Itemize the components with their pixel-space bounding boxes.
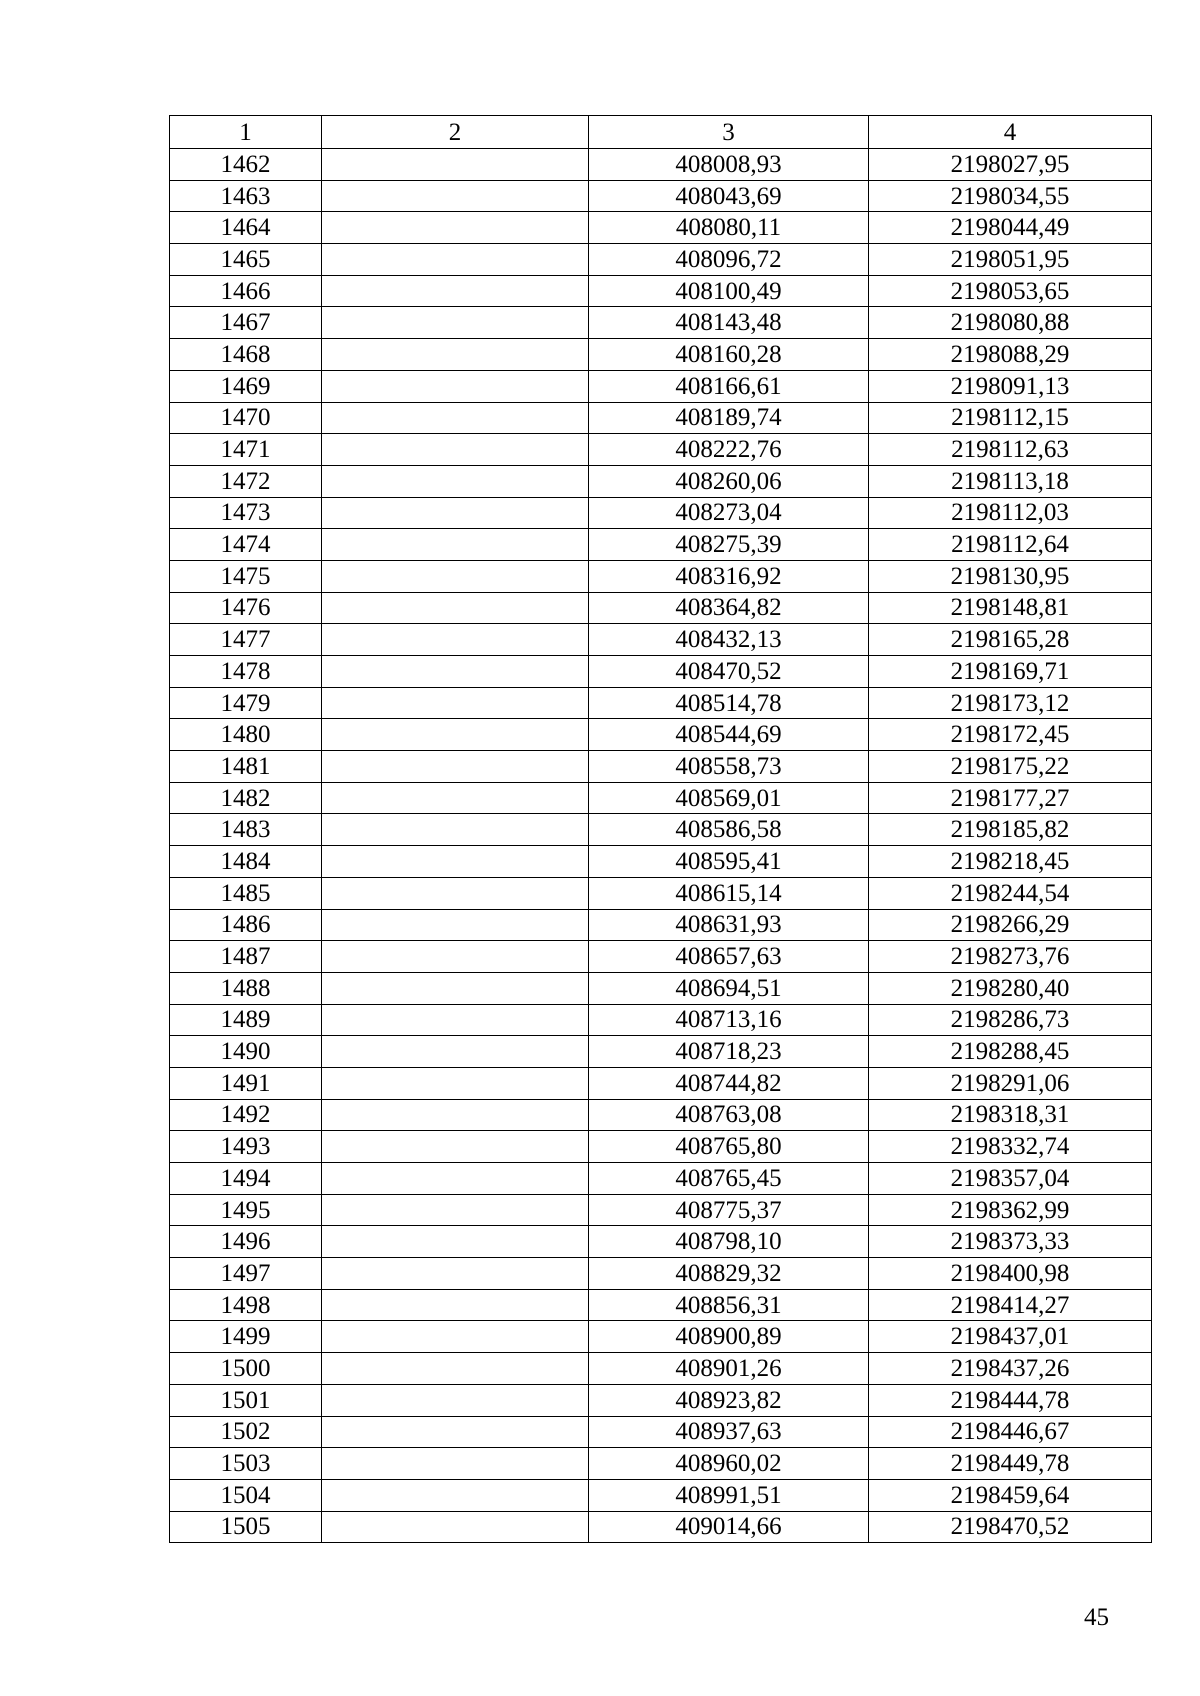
y-coordinate-cell: 2198446,67	[869, 1416, 1152, 1448]
x-coordinate-cell: 408856,31	[589, 1289, 869, 1321]
point-number-cell: 1476	[170, 592, 322, 624]
description-cell	[322, 909, 589, 941]
table-row	[170, 656, 1152, 688]
description-cell	[322, 1258, 589, 1290]
point-number-cell: 1492	[170, 1099, 322, 1131]
table-row	[170, 497, 1152, 529]
x-coordinate-cell: 408798,10	[589, 1226, 869, 1258]
column-header-1: 1	[170, 116, 322, 149]
description-cell	[322, 1036, 589, 1068]
y-coordinate-cell: 2198027,95	[869, 149, 1152, 181]
y-coordinate-cell: 2198112,15	[869, 402, 1152, 434]
point-number-cell: 1488	[170, 972, 322, 1004]
description-cell	[322, 497, 589, 529]
x-coordinate-cell: 409014,66	[589, 1511, 869, 1543]
description-cell	[322, 370, 589, 402]
table-row	[170, 751, 1152, 783]
table-row	[170, 877, 1152, 909]
x-coordinate-cell: 408160,28	[589, 339, 869, 371]
y-coordinate-cell: 2198444,78	[869, 1384, 1152, 1416]
table-row	[170, 529, 1152, 561]
table-row	[170, 434, 1152, 466]
table-row	[170, 1226, 1152, 1258]
point-number-cell: 1465	[170, 244, 322, 276]
description-cell	[322, 624, 589, 656]
description-cell	[322, 1416, 589, 1448]
y-coordinate-cell: 2198273,76	[869, 941, 1152, 973]
table-row	[170, 339, 1152, 371]
point-number-cell: 1501	[170, 1384, 322, 1416]
point-number-cell: 1502	[170, 1416, 322, 1448]
x-coordinate-cell: 408586,58	[589, 814, 869, 846]
point-number-cell: 1497	[170, 1258, 322, 1290]
table-row	[170, 1131, 1152, 1163]
x-coordinate-cell: 408558,73	[589, 751, 869, 783]
table-row	[170, 1416, 1152, 1448]
description-cell	[322, 212, 589, 244]
table-row	[170, 941, 1152, 973]
description-cell	[322, 275, 589, 307]
description-cell	[322, 465, 589, 497]
y-coordinate-cell: 2198373,33	[869, 1226, 1152, 1258]
point-number-cell: 1484	[170, 846, 322, 878]
x-coordinate-cell: 408900,89	[589, 1321, 869, 1353]
y-coordinate-cell: 2198449,78	[869, 1448, 1152, 1480]
table-row	[170, 307, 1152, 339]
point-number-cell: 1495	[170, 1194, 322, 1226]
y-coordinate-cell: 2198165,28	[869, 624, 1152, 656]
x-coordinate-cell: 408631,93	[589, 909, 869, 941]
table-row	[170, 1099, 1152, 1131]
y-coordinate-cell: 2198175,22	[869, 751, 1152, 783]
x-coordinate-cell: 408765,45	[589, 1163, 869, 1195]
point-number-cell: 1466	[170, 275, 322, 307]
description-cell	[322, 687, 589, 719]
x-coordinate-cell: 408043,69	[589, 180, 869, 212]
page-number: 45	[1084, 1604, 1109, 1631]
x-coordinate-cell: 408470,52	[589, 656, 869, 688]
table-row	[170, 1384, 1152, 1416]
y-coordinate-cell: 2198291,06	[869, 1067, 1152, 1099]
x-coordinate-cell: 408923,82	[589, 1384, 869, 1416]
point-number-cell: 1478	[170, 656, 322, 688]
y-coordinate-cell: 2198280,40	[869, 972, 1152, 1004]
table-row	[170, 1194, 1152, 1226]
table-row	[170, 1511, 1152, 1543]
point-number-cell: 1470	[170, 402, 322, 434]
y-coordinate-cell: 2198148,81	[869, 592, 1152, 624]
table-row	[170, 465, 1152, 497]
x-coordinate-cell: 408763,08	[589, 1099, 869, 1131]
description-cell	[322, 1226, 589, 1258]
point-number-cell: 1463	[170, 180, 322, 212]
x-coordinate-cell: 408991,51	[589, 1479, 869, 1511]
point-number-cell: 1499	[170, 1321, 322, 1353]
y-coordinate-cell: 2198437,26	[869, 1353, 1152, 1385]
y-coordinate-cell: 2198172,45	[869, 719, 1152, 751]
description-cell	[322, 1321, 589, 1353]
description-cell	[322, 941, 589, 973]
table-row	[170, 180, 1152, 212]
column-header-3: 3	[589, 116, 869, 149]
table-row	[170, 560, 1152, 592]
x-coordinate-cell: 408275,39	[589, 529, 869, 561]
y-coordinate-cell: 2198177,27	[869, 782, 1152, 814]
x-coordinate-cell: 408096,72	[589, 244, 869, 276]
point-number-cell: 1464	[170, 212, 322, 244]
table-row	[170, 1479, 1152, 1511]
table-row	[170, 370, 1152, 402]
point-number-cell: 1493	[170, 1131, 322, 1163]
x-coordinate-cell: 408432,13	[589, 624, 869, 656]
x-coordinate-cell: 408960,02	[589, 1448, 869, 1480]
point-number-cell: 1475	[170, 560, 322, 592]
table-row	[170, 1353, 1152, 1385]
description-cell	[322, 814, 589, 846]
point-number-cell: 1504	[170, 1479, 322, 1511]
y-coordinate-cell: 2198470,52	[869, 1511, 1152, 1543]
point-number-cell: 1472	[170, 465, 322, 497]
table-row	[170, 1163, 1152, 1195]
y-coordinate-cell: 2198034,55	[869, 180, 1152, 212]
description-cell	[322, 751, 589, 783]
table-row	[170, 1289, 1152, 1321]
table-row	[170, 1036, 1152, 1068]
point-number-cell: 1468	[170, 339, 322, 371]
y-coordinate-cell: 2198091,13	[869, 370, 1152, 402]
y-coordinate-cell: 2198044,49	[869, 212, 1152, 244]
point-number-cell: 1491	[170, 1067, 322, 1099]
y-coordinate-cell: 2198185,82	[869, 814, 1152, 846]
table-row	[170, 909, 1152, 941]
table-row	[170, 592, 1152, 624]
x-coordinate-cell: 408544,69	[589, 719, 869, 751]
x-coordinate-cell: 408260,06	[589, 465, 869, 497]
x-coordinate-cell: 408615,14	[589, 877, 869, 909]
y-coordinate-cell: 2198437,01	[869, 1321, 1152, 1353]
x-coordinate-cell: 408694,51	[589, 972, 869, 1004]
description-cell	[322, 1384, 589, 1416]
description-cell	[322, 1099, 589, 1131]
y-coordinate-cell: 2198112,63	[869, 434, 1152, 466]
table-row	[170, 719, 1152, 751]
y-coordinate-cell: 2198286,73	[869, 1004, 1152, 1036]
table-row	[170, 275, 1152, 307]
y-coordinate-cell: 2198332,74	[869, 1131, 1152, 1163]
x-coordinate-cell: 408316,92	[589, 560, 869, 592]
description-cell	[322, 434, 589, 466]
y-coordinate-cell: 2198318,31	[869, 1099, 1152, 1131]
description-cell	[322, 560, 589, 592]
point-number-cell: 1496	[170, 1226, 322, 1258]
y-coordinate-cell: 2198414,27	[869, 1289, 1152, 1321]
x-coordinate-cell: 408080,11	[589, 212, 869, 244]
y-coordinate-cell: 2198113,18	[869, 465, 1152, 497]
description-cell	[322, 307, 589, 339]
point-number-cell: 1467	[170, 307, 322, 339]
description-cell	[322, 149, 589, 181]
table-row	[170, 212, 1152, 244]
x-coordinate-cell: 408595,41	[589, 846, 869, 878]
y-coordinate-cell: 2198288,45	[869, 1036, 1152, 1068]
point-number-cell: 1498	[170, 1289, 322, 1321]
description-cell	[322, 656, 589, 688]
description-cell	[322, 1194, 589, 1226]
column-header-2: 2	[322, 116, 589, 149]
description-cell	[322, 402, 589, 434]
x-coordinate-cell: 408143,48	[589, 307, 869, 339]
table-row	[170, 782, 1152, 814]
description-cell	[322, 592, 589, 624]
description-cell	[322, 719, 589, 751]
point-number-cell: 1483	[170, 814, 322, 846]
x-coordinate-cell: 408901,26	[589, 1353, 869, 1385]
description-cell	[322, 339, 589, 371]
table-row	[170, 1067, 1152, 1099]
point-number-cell: 1481	[170, 751, 322, 783]
point-number-cell: 1489	[170, 1004, 322, 1036]
table-body	[170, 149, 1152, 1543]
point-number-cell: 1494	[170, 1163, 322, 1195]
point-number-cell: 1503	[170, 1448, 322, 1480]
x-coordinate-cell: 408273,04	[589, 497, 869, 529]
table-row	[170, 1004, 1152, 1036]
y-coordinate-cell: 2198053,65	[869, 275, 1152, 307]
x-coordinate-cell: 408222,76	[589, 434, 869, 466]
point-number-cell: 1490	[170, 1036, 322, 1068]
table-row	[170, 244, 1152, 276]
description-cell	[322, 1289, 589, 1321]
description-cell	[322, 972, 589, 1004]
point-number-cell: 1477	[170, 624, 322, 656]
description-cell	[322, 244, 589, 276]
y-coordinate-cell: 2198357,04	[869, 1163, 1152, 1195]
y-coordinate-cell: 2198362,99	[869, 1194, 1152, 1226]
x-coordinate-cell: 408937,63	[589, 1416, 869, 1448]
point-number-cell: 1469	[170, 370, 322, 402]
table-row	[170, 624, 1152, 656]
point-number-cell: 1505	[170, 1511, 322, 1543]
point-number-cell: 1480	[170, 719, 322, 751]
description-cell	[322, 529, 589, 561]
point-number-cell: 1471	[170, 434, 322, 466]
x-coordinate-cell: 408775,37	[589, 1194, 869, 1226]
description-cell	[322, 180, 589, 212]
table-row	[170, 814, 1152, 846]
table-row	[170, 149, 1152, 181]
x-coordinate-cell: 408713,16	[589, 1004, 869, 1036]
description-cell	[322, 846, 589, 878]
y-coordinate-cell: 2198112,03	[869, 497, 1152, 529]
x-coordinate-cell: 408166,61	[589, 370, 869, 402]
y-coordinate-cell: 2198130,95	[869, 560, 1152, 592]
table-row	[170, 972, 1152, 1004]
description-cell	[322, 1479, 589, 1511]
y-coordinate-cell: 2198088,29	[869, 339, 1152, 371]
y-coordinate-cell: 2198051,95	[869, 244, 1152, 276]
table-row	[170, 687, 1152, 719]
point-number-cell: 1487	[170, 941, 322, 973]
point-number-cell: 1479	[170, 687, 322, 719]
description-cell	[322, 1004, 589, 1036]
point-number-cell: 1473	[170, 497, 322, 529]
description-cell	[322, 1448, 589, 1480]
x-coordinate-cell: 408657,63	[589, 941, 869, 973]
x-coordinate-cell: 408829,32	[589, 1258, 869, 1290]
point-number-cell: 1482	[170, 782, 322, 814]
x-coordinate-cell: 408100,49	[589, 275, 869, 307]
y-coordinate-cell: 2198080,88	[869, 307, 1152, 339]
table-row	[170, 1321, 1152, 1353]
x-coordinate-cell: 408744,82	[589, 1067, 869, 1099]
point-number-cell: 1485	[170, 877, 322, 909]
description-cell	[322, 1511, 589, 1543]
y-coordinate-cell: 2198459,64	[869, 1479, 1152, 1511]
y-coordinate-cell: 2198169,71	[869, 656, 1152, 688]
x-coordinate-cell: 408364,82	[589, 592, 869, 624]
point-number-cell: 1486	[170, 909, 322, 941]
point-number-cell: 1500	[170, 1353, 322, 1385]
y-coordinate-cell: 2198218,45	[869, 846, 1152, 878]
description-cell	[322, 877, 589, 909]
y-coordinate-cell: 2198244,54	[869, 877, 1152, 909]
description-cell	[322, 1131, 589, 1163]
column-header-4: 4	[869, 116, 1152, 149]
table-header-row	[170, 116, 1152, 149]
y-coordinate-cell: 2198400,98	[869, 1258, 1152, 1290]
x-coordinate-cell: 408514,78	[589, 687, 869, 719]
y-coordinate-cell: 2198173,12	[869, 687, 1152, 719]
table-row	[170, 1258, 1152, 1290]
description-cell	[322, 1353, 589, 1385]
point-number-cell: 1462	[170, 149, 322, 181]
x-coordinate-cell: 408189,74	[589, 402, 869, 434]
description-cell	[322, 782, 589, 814]
x-coordinate-cell: 408765,80	[589, 1131, 869, 1163]
coordinates-table	[169, 115, 1152, 1543]
table-row	[170, 402, 1152, 434]
x-coordinate-cell: 408569,01	[589, 782, 869, 814]
table-row	[170, 1448, 1152, 1480]
description-cell	[322, 1163, 589, 1195]
x-coordinate-cell: 408718,23	[589, 1036, 869, 1068]
description-cell	[322, 1067, 589, 1099]
y-coordinate-cell: 2198112,64	[869, 529, 1152, 561]
x-coordinate-cell: 408008,93	[589, 149, 869, 181]
point-number-cell: 1474	[170, 529, 322, 561]
table-row	[170, 846, 1152, 878]
y-coordinate-cell: 2198266,29	[869, 909, 1152, 941]
